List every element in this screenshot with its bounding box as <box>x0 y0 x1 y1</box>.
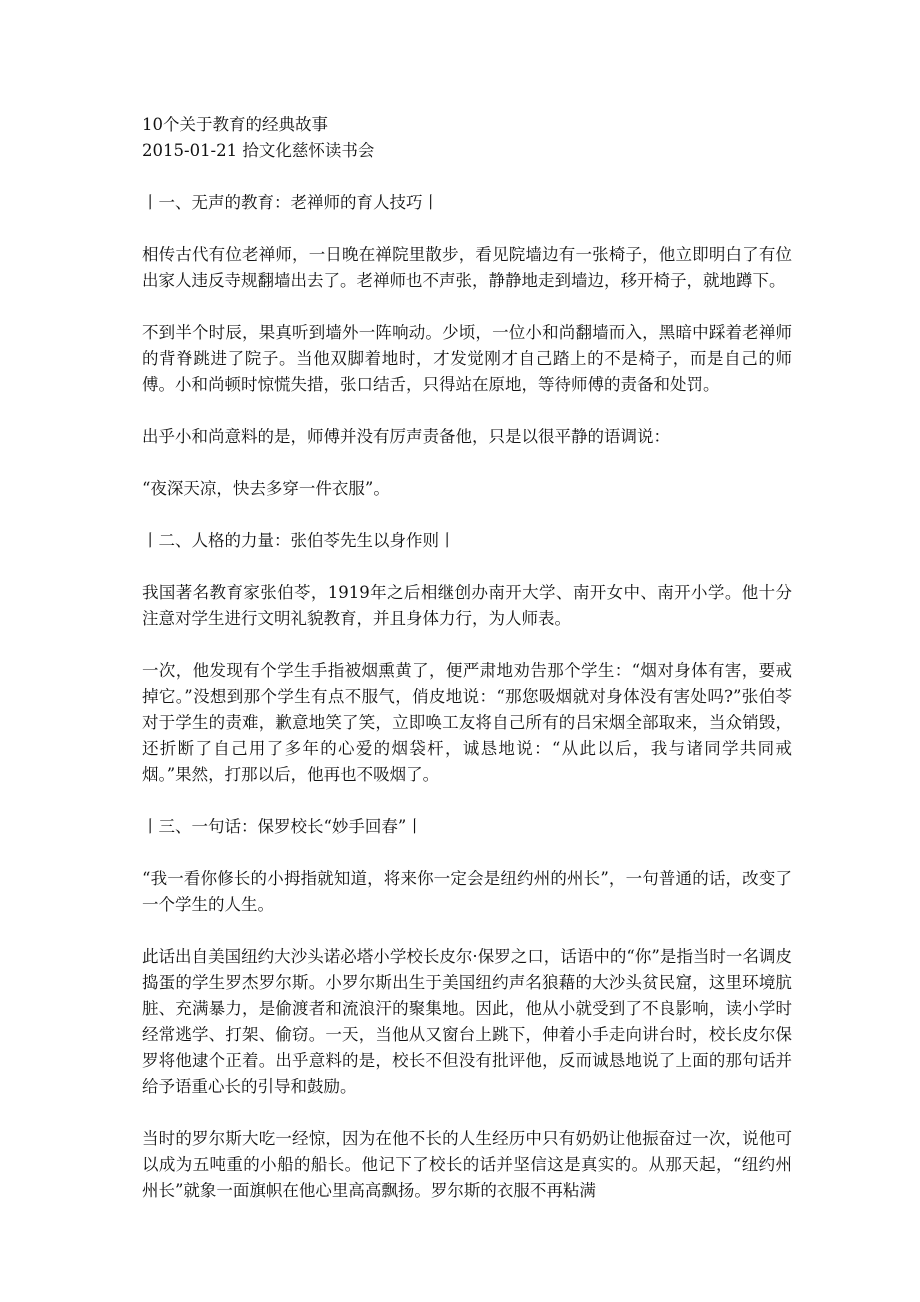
spacer <box>142 918 792 944</box>
spacer <box>142 164 792 190</box>
spacer <box>142 450 792 476</box>
section-heading-2: 丨二、人格的力量：张伯苓先生以身作则丨 <box>142 531 456 550</box>
spacer <box>142 632 792 658</box>
section-heading-1: 丨一、无声的教育：老禅师的育人技巧丨 <box>142 193 439 212</box>
paragraph: 我国著名教育家张伯苓，1919年之后相继创办南开大学、南开女中、南开小学。他十分注意对学生进行文明礼貌教育，并且身体力行，为人师表。 <box>142 583 792 628</box>
paragraph: 此话出自美国纽约大沙头诺必塔小学校长皮尔·保罗之口，话语中的“你”是指当时一名调皮捣蛋的学生罗杰罗尔斯。小罗尔斯出生于美国纽约声名狼藉的大沙头贫民窟，这里环境肮脏、充满暴力，是偷渡者和流浪汗的聚集地。因此，他从小就受到了不良影响，读小学时经常逃学、打架、偷窃。一天，当他从又窗台上跳下，伸着小手走向讲台时，校长皮尔保罗将他逮个正着。出乎意料的是，校长不但没有批评他，反而诚恳地说了上面的那句话并给予语重心长的引导和鼓励。 <box>142 947 792 1096</box>
paragraph: 不到半个时辰，果真听到墙外一阵响动。少顷，一位小和尚翻墙而入，黑暗中踩着老禅师的背脊跳进了院子。当他双脚着地时，才发觉刚才自己踏上的不是椅子，而是自己的师傅。小和尚顿时惊慌失措，张口结舌，只得站在原地，等待师傅的责备和处罚。 <box>142 323 792 394</box>
spacer <box>142 502 792 528</box>
spacer <box>142 554 792 580</box>
paragraph: 一次，他发现有个学生手指被烟熏黄了，便严肃地劝告那个学生：“烟对身体有害，要戒掉它。”没想到那个学生有点不服气，俏皮地说：“那您吸烟就对身体没有害处吗?”张伯苓对于学生的责难，歉意地笑了笑，立即唤工友将自己所有的吕宋烟全部取来，当众销毁，还折断了自己用了多年的心爱的烟袋杆，诚恳地说：“从此以后，我与诸同学共同戒烟。”果然，打那以后，他再也不吸烟了。 <box>142 661 792 784</box>
section-heading-3: 丨三、一句话：保罗校长“妙手回春”丨 <box>142 817 423 836</box>
paragraph: 出乎小和尚意料的是，师傅并没有厉声责备他，只是以很平静的语调说： <box>142 427 670 446</box>
paragraph: “我一看你修长的小拇指就知道，将来你一定会是纽约州的州长”，一句普通的话，改变了一个学生的人生。 <box>142 869 792 914</box>
spacer <box>142 294 792 320</box>
document-dateline: 2015-01-21 拾文化慈怀读书会 <box>142 141 375 160</box>
paragraph: 相传古代有位老禅师，一日晚在禅院里散步，看见院墙边有一张椅子，他立即明白了有位出家人违反寺规翻墙出去了。老禅师也不声张，静静地走到墙边，移开椅子，就地蹲下。 <box>142 245 792 290</box>
spacer <box>142 840 792 866</box>
paragraph: 当时的罗尔斯大吃一经惊，因为在他不长的人生经历中只有奶奶让他振奋过一次，说他可以成为五吨重的小船的船长。他记下了校长的话并坚信这是真实的。从那天起，“纽约州州长”就象一面旗帜在他心里高高飘扬。罗尔斯的衣服不再粘满 <box>142 1129 792 1200</box>
spacer <box>142 216 792 242</box>
document-title: 10个关于教育的经典故事 <box>142 115 328 134</box>
paragraph: “夜深天凉，快去多穿一件衣服”。 <box>142 479 390 498</box>
spacer <box>142 398 792 424</box>
spacer <box>142 788 792 814</box>
spacer <box>142 1100 792 1126</box>
document-page <box>142 112 792 1204</box>
